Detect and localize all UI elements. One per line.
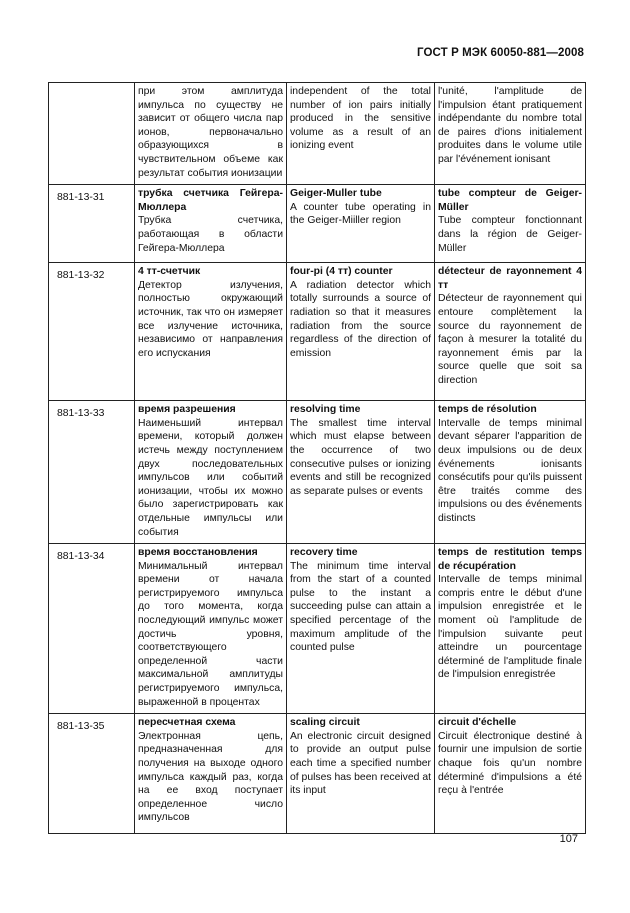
table-row	[49, 544, 586, 714]
term-number: 881-13-35	[49, 714, 135, 834]
terms-table	[48, 82, 586, 834]
standard-header: ГОСТ Р МЭК 60050-881—2008	[417, 47, 584, 59]
fr-term: temps de restitution temps de récupération	[438, 547, 582, 572]
en-term: four-pi (4 тт) counter	[290, 266, 393, 278]
fr-cell	[435, 185, 586, 263]
ru-term: трубка счетчика Гейгера-Мюллера	[138, 188, 283, 213]
ru-cell	[135, 401, 287, 544]
fr-definition: Intervalle de temps minimal compris entre le début d'une impulsion enregistrée et le moment où l'amplitude de l'impulsion suivante peut atteindre un pourcentage déterminé de l'amplitude finale de l'impulsion enregistrée	[438, 574, 582, 681]
table-row	[49, 401, 586, 544]
term-number: 881-13-33	[49, 401, 135, 544]
fr-cell	[435, 401, 586, 544]
ru-definition: Наименьший интервал времени, который должен истечь между поступлением двух последовательных импульсов или событий ионизации, чтобы их можно было зарегистрировать как отдельные импульсы или события	[138, 417, 283, 538]
ru-definition: Трубка счетчика, работающая в области Гейгера-Мюллера	[138, 215, 283, 254]
ru-definition: Минимальный интервал времени от начала регистрируемого импульса до того момента, когда последующий импульс может достичь уровня, соответствующего определенной части максимальной амплитуды регистрируемого импульса, выраженной в процентах	[138, 560, 283, 708]
ru-cell	[135, 185, 287, 263]
fr-cell	[435, 83, 586, 185]
en-definition: A radiation detector which totally surrounds a source of radiation so that it measures radiation from the source regardless of the direction of emission	[290, 279, 431, 359]
en-cell	[287, 185, 435, 263]
en-cell	[287, 83, 435, 185]
ru-term: 4 тт-счетчик	[138, 266, 201, 278]
fr-term: détecteur de rayonnement 4 тт	[438, 266, 582, 291]
fr-definition: Circuit électronique destiné à fournir une impulsion de sortie chaque fois qu'un nombre déterminé d'impulsions a été reçu à l'entrée	[438, 730, 582, 797]
en-definition: The minimum time interval from the start of a counted pulse to the instant a succeeding pulse can attain a specified percentage of the maximum amplitude of the counted pulse	[290, 560, 431, 654]
ru-term: время разрешения	[138, 404, 236, 416]
en-term: scaling circuit	[290, 717, 360, 729]
fr-term: temps de résolution	[438, 404, 537, 416]
ru-definition: Детектор излучения, полностью окружающий источник, так что он измеряет все излучение источника, независимо от направления его испускания	[138, 279, 283, 359]
term-number	[49, 83, 135, 185]
fr-cell	[435, 544, 586, 714]
term-number: 881-13-31	[49, 185, 135, 263]
ru-term: время восстановления	[138, 547, 258, 559]
fr-definition: Intervalle de temps minimal devant séparer l'apparition de deux impulsions ou de deux événements ionisants consécutifs pour qu'ils puissent être traités comme des impulsions ou des événements distincts	[438, 417, 582, 524]
en-term: Geiger-Muller tube	[290, 188, 382, 200]
en-cell	[287, 544, 435, 714]
ru-definition: при этом амплитуда импульса по существу не зависит от общего числа пар ионов, первоначально образующихся в чувствительном объеме как результат события ионизации	[138, 86, 283, 179]
en-definition: The smallest time interval which must elapse between the occurrence of two consecutive pulses or ionizing events and still be recognized as separate pulses or events	[290, 417, 431, 497]
ru-cell	[135, 83, 287, 185]
ru-cell	[135, 544, 287, 714]
ru-definition: Электронная цепь, предназначенная для получения на выходе одного импульса каждый раз, когда на ее вход поступает определенное число импульсов	[138, 730, 283, 824]
ru-cell	[135, 714, 287, 834]
en-term: recovery time	[290, 547, 358, 559]
fr-cell	[435, 714, 586, 834]
fr-cell	[435, 263, 586, 401]
fr-definition: l'unité, l'amplitude de l'impulsion étant pratiquement indépendante du nombre total de paires d'ions initialement produites dans le volume utile par l'événement ionisant	[438, 86, 582, 165]
table-row	[49, 714, 586, 834]
fr-term: tube compteur de Geiger-Müller	[438, 188, 582, 213]
page-number: 107	[559, 833, 578, 845]
term-number: 881-13-34	[49, 544, 135, 714]
en-definition: A counter tube operating in the Geiger-Miiller region	[290, 201, 431, 227]
en-cell	[287, 401, 435, 544]
en-definition: An electronic circuit designed to provide an output pulse each time a specified number of pulses has been received at its input	[290, 730, 431, 797]
table-row	[49, 83, 586, 185]
table-row	[49, 185, 586, 263]
term-number: 881-13-32	[49, 263, 135, 401]
table-row	[49, 263, 586, 401]
fr-term: circuit d'échelle	[438, 717, 517, 729]
en-definition: independent of the total number of ion pairs initially produced in the sensitive volume as a result of an ionizing event	[290, 86, 431, 152]
en-cell	[287, 714, 435, 834]
ru-term: пересчетная схема	[138, 717, 236, 729]
fr-definition: Détecteur de rayonnement qui entoure complètement la source du rayonnement de façon à mesurer la totalité du rayonnement émis par la source quelle que soit sa direction	[438, 293, 582, 386]
en-term: resolving time	[290, 404, 361, 416]
en-cell	[287, 263, 435, 401]
fr-definition: Tube compteur fonctionnant dans la région de Geiger-Müller	[438, 215, 582, 254]
ru-cell	[135, 263, 287, 401]
